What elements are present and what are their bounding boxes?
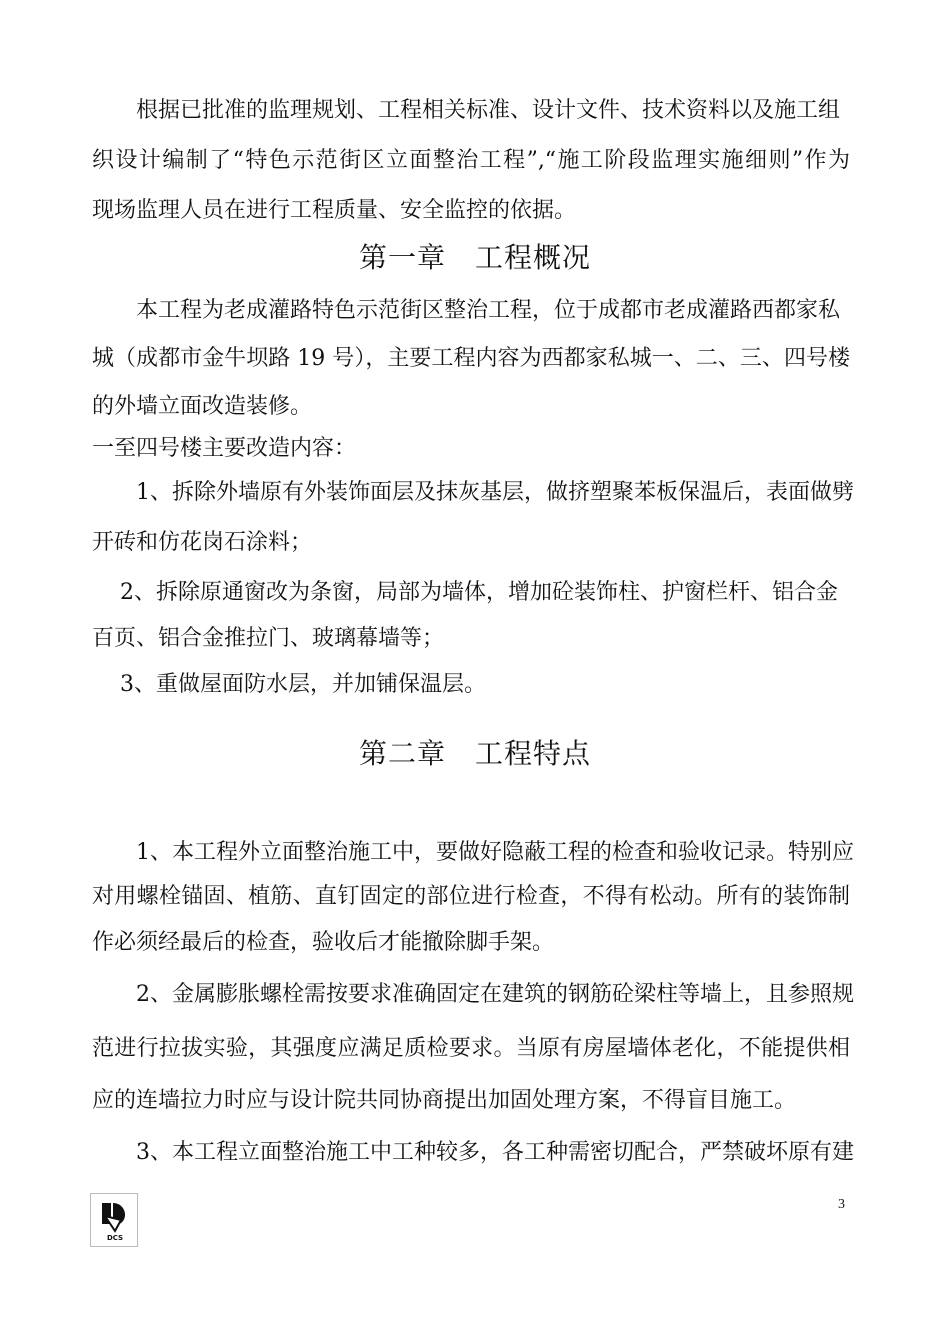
chapter-2-item-1-line-1: 1、本工程外立面整治施工中，要做好隐蔽工程的检查和验收记录。特别应 bbox=[136, 840, 854, 865]
chapter-1-line-1: 本工程为老成灌路特色示范街区整治工程，位于成都市老成灌路西都家私 bbox=[136, 298, 841, 323]
chapter-1-title: 第一章 工程概况 bbox=[358, 241, 591, 274]
chapter-1-item-3: 3、重做屋面防水层，并加铺保温层。 bbox=[120, 672, 486, 697]
chapter-2-title: 第二章 工程特点 bbox=[358, 737, 591, 770]
chapter-2-item-3-line-1: 3、本工程立面整治施工中工种较多，各工种需密切配合，严禁破坏原有建 bbox=[136, 1140, 854, 1165]
page-number: 3 bbox=[838, 1197, 845, 1212]
chapter-1-line-3: 的外墙立面改造装修。 bbox=[92, 394, 313, 419]
chapter-2-item-1-line-2: 对用螺栓锚固、植筋、直钉固定的部位进行检查，不得有松动。所有的装饰制 bbox=[92, 884, 850, 909]
intro-line-3: 现场监理人员在进行工程质量、安全监控的依据。 bbox=[92, 198, 577, 223]
chapter-1-item-2-line-2: 百页、铝合金推拉门、玻璃幕墙等； bbox=[92, 626, 445, 651]
chapter-2-item-2-line-2: 范进行拉拔实验，其强度应满足质检要求。当原有房屋墙体老化，不能提供相 bbox=[92, 1036, 850, 1061]
intro-line-1: 根据已批准的监理规划、工程相关标准、设计文件、技术资料以及施工组 bbox=[136, 98, 841, 123]
chapter-2-item-2-line-3: 应的连墙拉力时应与设计院共同协商提出加固处理方案，不得盲目施工。 bbox=[92, 1088, 797, 1113]
intro-line-2: 织设计编制了“特色示范街区立面整治工程”,“施工阶段监理实施细则”作为 bbox=[92, 148, 850, 173]
chapter-1-item-1-line-2: 开砖和仿花岗石涂料； bbox=[92, 530, 313, 555]
chapter-2-item-1-line-3: 作必须经最后的检查，验收后才能撤除脚手架。 bbox=[92, 930, 555, 955]
chapter-1-line-2: 城（成都市金牛坝路 19 号），主要工程内容为西都家私城一、二、三、四号楼 bbox=[92, 346, 850, 371]
logo-caption: DCS bbox=[106, 1234, 124, 1242]
chapter-1-item-1-line-1: 1、拆除外墙原有外装饰面层及抹灰基层，做挤塑聚苯板保温后，表面做劈 bbox=[136, 480, 854, 505]
chapter-1-item-2-line-1: 2、拆除原通窗改为条窗，局部为墙体，增加砼装饰柱、护窗栏杆、铝合金 bbox=[120, 580, 838, 605]
chapter-1-line-4: 一至四号楼主要改造内容： bbox=[92, 436, 357, 461]
chapter-2-item-2-line-1: 2、金属膨胀螺栓需按要求准确固定在建筑的钢筋砼梁柱等墙上，且参照规 bbox=[136, 982, 854, 1007]
